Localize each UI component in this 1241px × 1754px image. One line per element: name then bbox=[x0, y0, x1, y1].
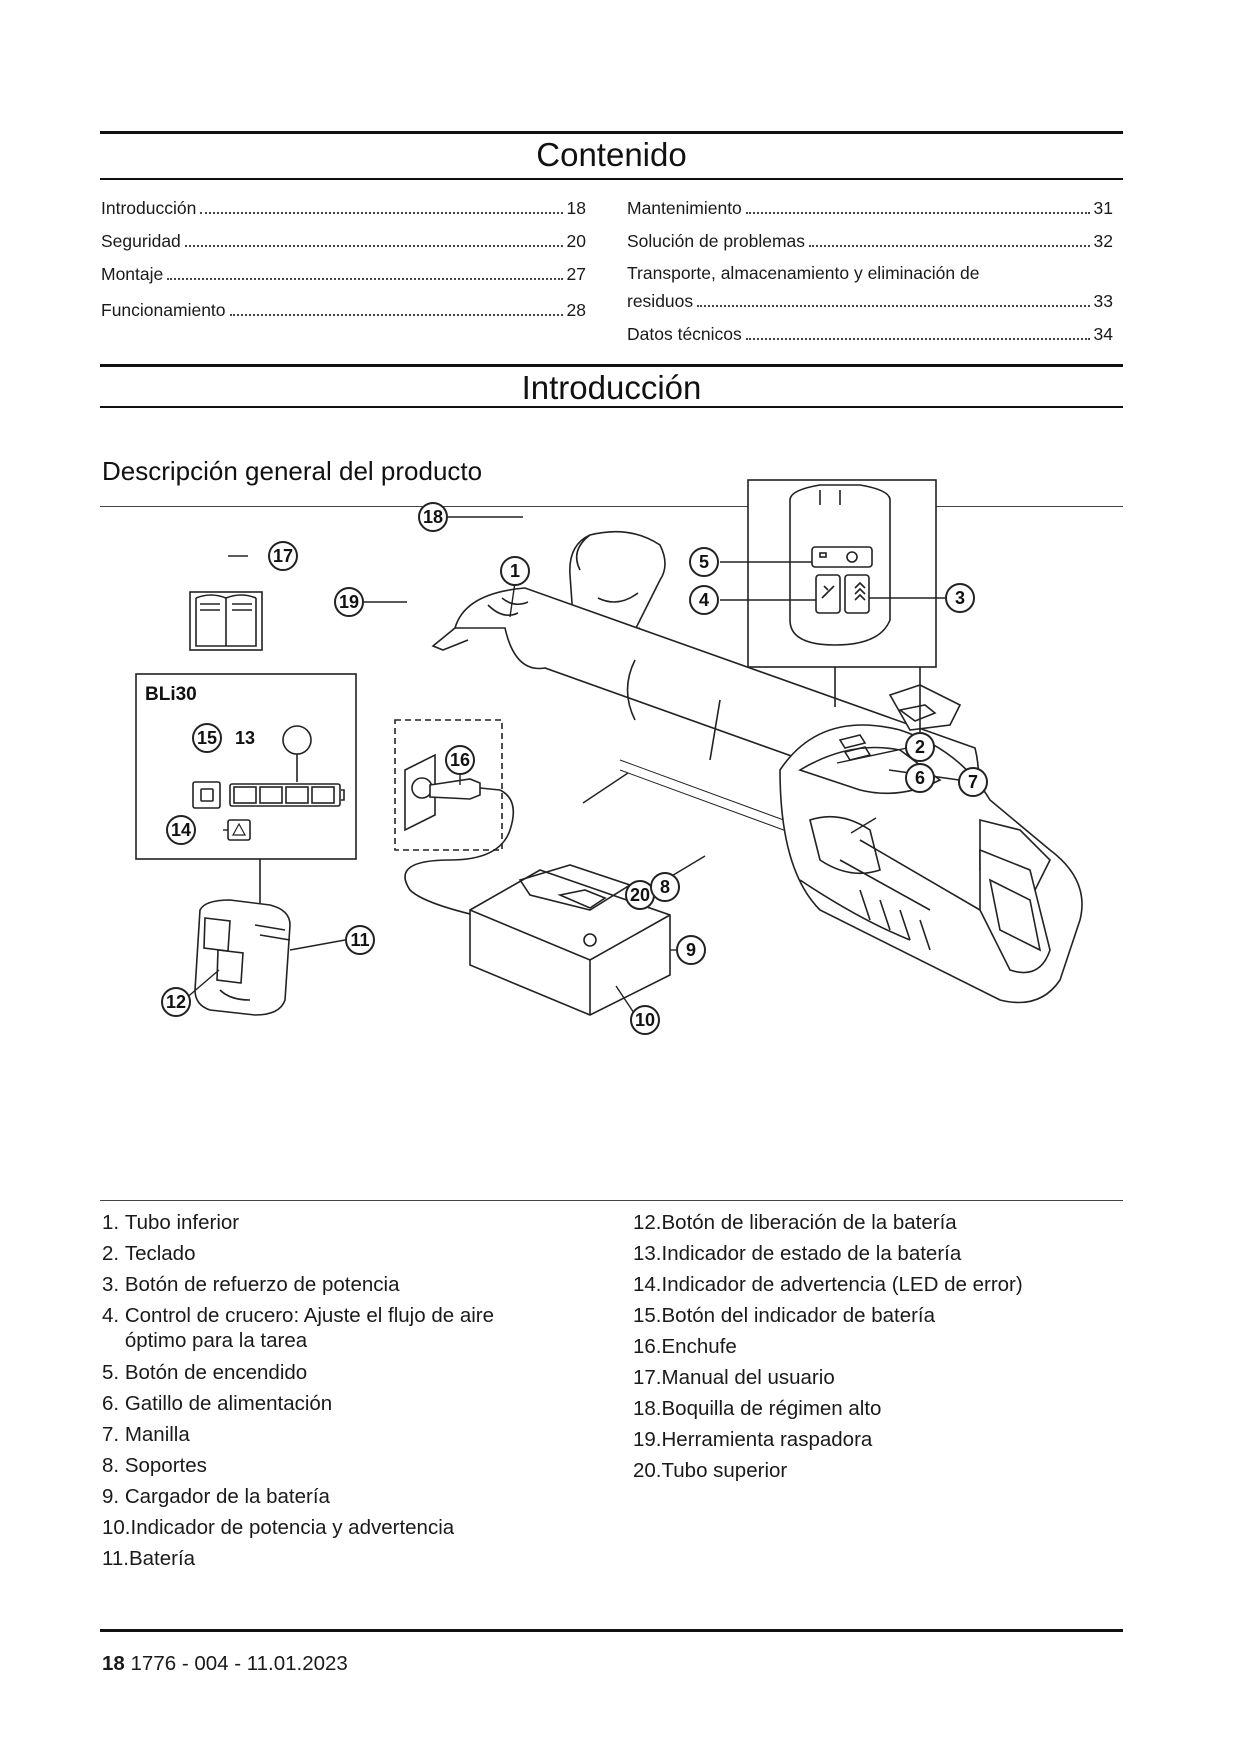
callout-13-label: 13 bbox=[234, 728, 256, 748]
toc-entry[interactable]: Introducción 18 bbox=[101, 198, 586, 218]
contents-title: Contenido bbox=[536, 136, 687, 173]
callout-label: 10 bbox=[634, 1010, 656, 1030]
callout-11 bbox=[346, 926, 374, 954]
callout-label: 12 bbox=[165, 992, 187, 1012]
page-number: 18 bbox=[102, 1652, 125, 1675]
battery-pack-drawing bbox=[195, 900, 290, 1015]
callout-20 bbox=[626, 881, 654, 909]
callout-label: 4 bbox=[698, 590, 710, 610]
legend-item: 8. Soportes bbox=[102, 1454, 207, 1477]
section-title: Introducción bbox=[521, 369, 702, 406]
callout-2 bbox=[906, 733, 934, 761]
legend-item: 1. Tubo inferior bbox=[102, 1211, 240, 1234]
user-manual-icon bbox=[190, 592, 262, 650]
legend-right bbox=[633, 1207, 1113, 1486]
callout-8 bbox=[651, 873, 679, 901]
legend-item: 16. Enchufe bbox=[633, 1335, 737, 1358]
legend-item: 20. Tubo superior bbox=[633, 1459, 788, 1482]
callout-label: 3 bbox=[954, 588, 966, 608]
callout-label: 8 bbox=[659, 877, 671, 897]
legend-item: 5. Botón de encendido bbox=[102, 1361, 308, 1384]
toc-right bbox=[627, 186, 1113, 345]
legend-rule bbox=[100, 1200, 1123, 1201]
callout-4 bbox=[690, 586, 718, 614]
callout-14 bbox=[167, 816, 195, 844]
callout-label: 5 bbox=[698, 552, 710, 572]
callout-label: 16 bbox=[449, 750, 471, 770]
keypad-inset-frame bbox=[748, 480, 936, 667]
model-label: BLi30 bbox=[145, 684, 197, 705]
callout-10 bbox=[631, 1006, 659, 1034]
legend-item: 2. Teclado bbox=[102, 1242, 196, 1265]
document-reference: 1776 - 004 - 11.01.2023 bbox=[130, 1652, 348, 1675]
callout-label: 9 bbox=[685, 940, 697, 960]
legend-item: 3. Botón de refuerzo de potencia bbox=[102, 1273, 400, 1296]
legend-item: 7. Manilla bbox=[102, 1423, 190, 1446]
callout-5 bbox=[690, 548, 718, 576]
toc-left bbox=[101, 186, 586, 321]
legend-item: 13. Indicador de estado de la batería bbox=[633, 1242, 962, 1265]
callout-9 bbox=[677, 936, 705, 964]
callout-label: 18 bbox=[422, 507, 444, 527]
contents-rule bbox=[100, 178, 1123, 180]
callout-19 bbox=[335, 588, 363, 616]
subsection-title: Descripción general del producto bbox=[102, 456, 483, 486]
legend-item: 9. Cargador de la batería bbox=[102, 1485, 330, 1508]
toc-entry[interactable]: Funcionamiento 28 bbox=[101, 300, 586, 320]
top-rule bbox=[100, 131, 1123, 134]
callout-label: 6 bbox=[914, 768, 926, 788]
legend-item: 12. Botón de liberación de la batería bbox=[633, 1211, 957, 1234]
callout-15 bbox=[193, 724, 221, 752]
legend-item: 18. Boquilla de régimen alto bbox=[633, 1397, 882, 1420]
callout-label: 1 bbox=[509, 561, 521, 581]
subsection-rule bbox=[100, 506, 1123, 507]
legend-item: 10. Indicador de potencia y advertencia bbox=[102, 1516, 455, 1539]
product-overview-diagram bbox=[100, 507, 1123, 1180]
callout-3 bbox=[946, 584, 974, 612]
callout-16 bbox=[446, 746, 474, 774]
toc-entry[interactable]: Seguridad 20 bbox=[101, 231, 586, 251]
legend-left bbox=[102, 1207, 542, 1574]
legend-item: 6. Gatillo de alimentación bbox=[102, 1392, 333, 1415]
legend-item: 15. Botón del indicador de batería bbox=[633, 1304, 936, 1327]
toc-entry[interactable]: Mantenimiento 31 bbox=[627, 198, 1113, 218]
legend-item: 11. Batería bbox=[102, 1547, 196, 1570]
intro-top-rule bbox=[100, 364, 1123, 367]
legend-item: 17. Manual del usuario bbox=[633, 1366, 835, 1389]
callout-label: 19 bbox=[338, 592, 360, 612]
callout-17 bbox=[269, 542, 297, 570]
callout-6 bbox=[906, 764, 934, 792]
callout-label: 7 bbox=[967, 772, 979, 792]
toc-entry[interactable]: Datos técnicos 34 bbox=[627, 324, 1113, 344]
page-footer bbox=[102, 1652, 348, 1676]
callout-18 bbox=[419, 503, 447, 531]
callout-label: 20 bbox=[629, 885, 651, 905]
legend-item: 4. Control de crucero: Ajuste el flujo de aire óptimo para la tarea bbox=[102, 1304, 495, 1352]
footer-rule bbox=[100, 1629, 1123, 1632]
callout-label: 17 bbox=[272, 546, 294, 566]
toc-entry[interactable]: Montaje 27 bbox=[101, 264, 586, 284]
callout-7 bbox=[959, 768, 987, 796]
legend-item: 19. Herramienta raspadora bbox=[633, 1428, 873, 1451]
toc-entry[interactable]: Transporte, almacenamiento y eliminación de residuos 33 bbox=[627, 263, 1113, 311]
callout-1 bbox=[501, 557, 529, 585]
callout-label: 14 bbox=[170, 820, 192, 840]
legend-item: 14. Indicador de advertencia (LED de error) bbox=[633, 1273, 1023, 1296]
callout-label: 2 bbox=[914, 737, 926, 757]
callout-12 bbox=[162, 988, 190, 1016]
callout-label: 15 bbox=[196, 728, 218, 748]
toc-entry[interactable]: Solución de problemas 32 bbox=[627, 231, 1113, 251]
callout-label: 11 bbox=[350, 930, 370, 950]
intro-bottom-rule bbox=[100, 406, 1123, 408]
